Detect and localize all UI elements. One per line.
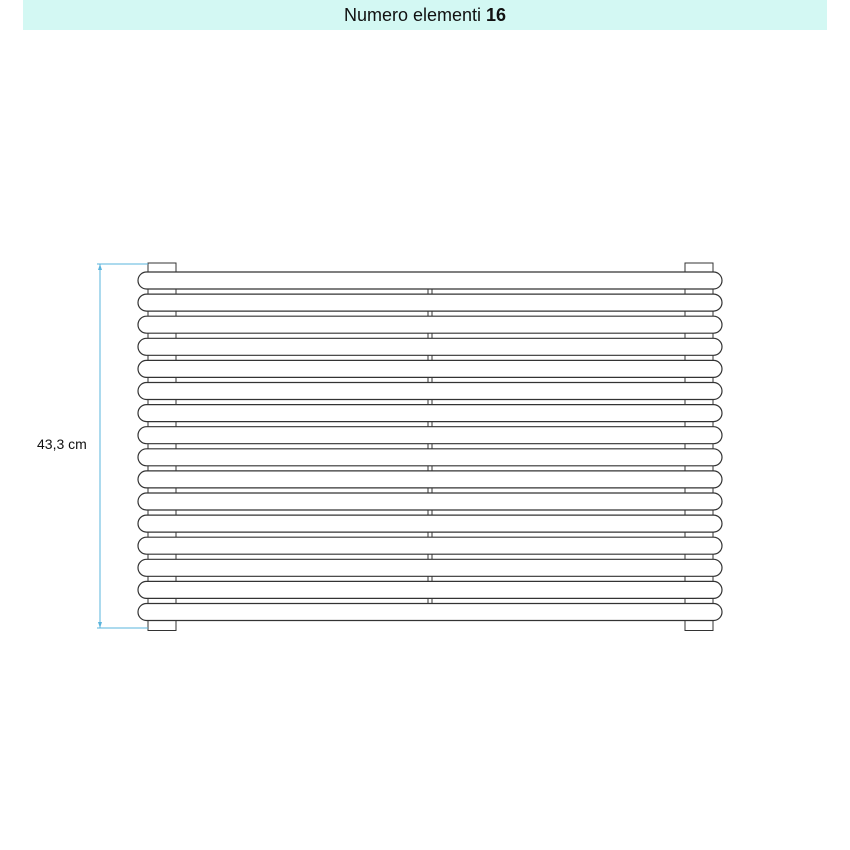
radiator-element-11 bbox=[138, 493, 722, 510]
radiator-element-9 bbox=[138, 449, 722, 466]
bracket-bottom-right bbox=[685, 621, 713, 631]
radiator-element-8 bbox=[138, 427, 722, 444]
radiator-element-16 bbox=[138, 604, 722, 621]
header-label: Numero elementi bbox=[343, 4, 482, 25]
dimension-arrow-bottom bbox=[98, 622, 102, 628]
radiator-element-2 bbox=[138, 294, 722, 311]
radiator-element-15 bbox=[138, 581, 722, 598]
radiator-element-12 bbox=[138, 515, 722, 532]
element-count: 16 bbox=[486, 4, 507, 25]
radiator-element-5 bbox=[138, 360, 722, 377]
radiator-element-10 bbox=[138, 471, 722, 488]
radiator-element-4 bbox=[138, 338, 722, 355]
radiator-element-1 bbox=[138, 272, 722, 289]
radiator-element-14 bbox=[138, 559, 722, 576]
bracket-bottom-left bbox=[148, 621, 176, 631]
dimension-arrow-top bbox=[98, 264, 102, 270]
radiator-element-3 bbox=[138, 316, 722, 333]
radiator-tubes bbox=[138, 272, 722, 621]
radiator-element-6 bbox=[138, 383, 722, 400]
radiator-element-7 bbox=[138, 405, 722, 422]
height-dimension-label: 43,3 cm bbox=[37, 436, 87, 452]
radiator-element-13 bbox=[138, 537, 722, 554]
